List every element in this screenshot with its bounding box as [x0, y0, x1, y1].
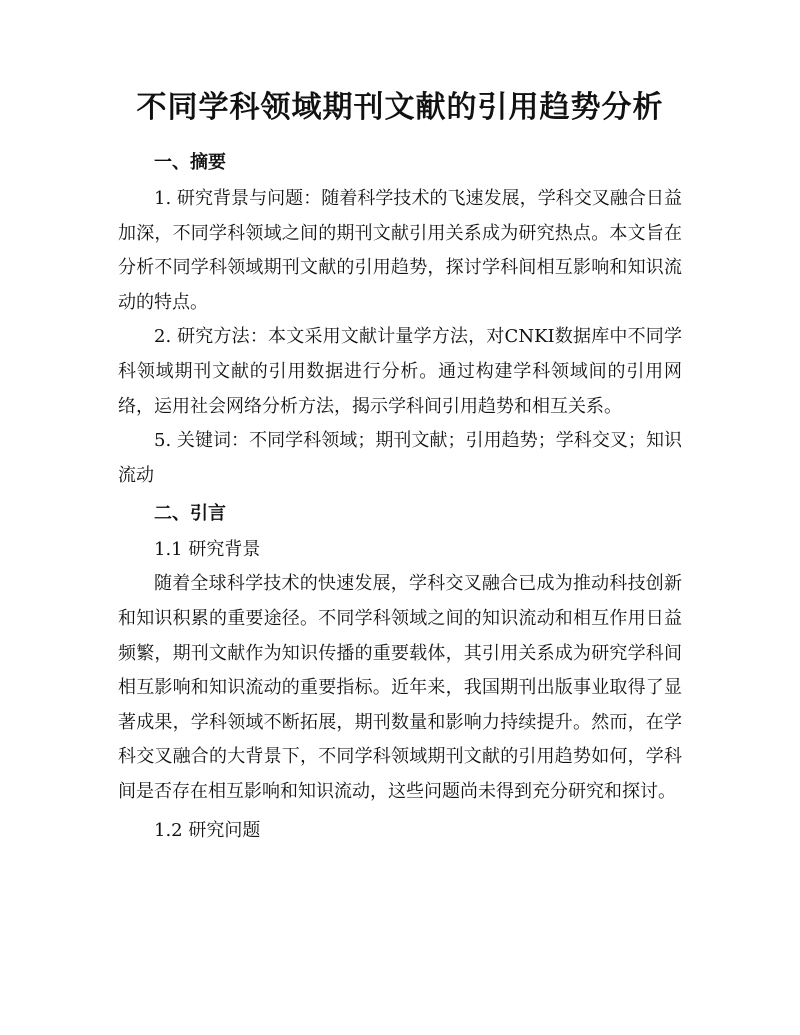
intro-background-paragraph: 随着全球科学技术的快速发展，学科交叉融合已成为推动科技创新和知识积累的重要途径。不同学科领域之间的知识流动和相互作用日益频繁，期刊文献作为知识传播的重要载体，其引用关系成为研究学科间相互影响和知识流动的重要指标。近年来，我国期刊出版事业取得了显著成果，学科领域不断拓展，期刊数量和影响力持续提升。然而，在学科交叉融合的大背景下，不同学科领域期刊文献的引用趋势如何，学科间是否存在相互影响和知识流动，这些问题尚未得到充分研究和探讨。	[118, 573, 682, 802]
abstract-item-keywords: 5. 关键词：不同学科领域；期刊文献；引用趋势；学科交叉；知识流动	[118, 430, 682, 486]
abstract-heading: 一、摘要	[154, 152, 226, 173]
intro-sub-heading-background: 1.1 研究背景	[154, 539, 261, 561]
abstract-item-methods: 2. 研究方法：本文采用文献计量学方法，对CNKI数据库中不同学科领域期刊文献的引用数据进行分析。通过构建学科领域间的引用网络，运用社会网络分析方法，揭示学科间引用趋势和相互关系。	[118, 326, 682, 417]
intro-heading: 二、引言	[154, 503, 226, 525]
intro-sub-heading-questions: 1.2 研究问题	[154, 819, 261, 841]
document-title: 不同学科领域期刊文献的引用趋势分析	[136, 90, 664, 125]
abstract-item-background: 1. 研究背景与问题：随着科学技术的飞速发展，学科交叉融合日益加深，不同学科领域之间的期刊文献引用关系成为研究热点。本文旨在分析不同学科领域期刊文献的引用趋势，探讨学科间相互影响和知识流动的特点。	[118, 188, 682, 313]
